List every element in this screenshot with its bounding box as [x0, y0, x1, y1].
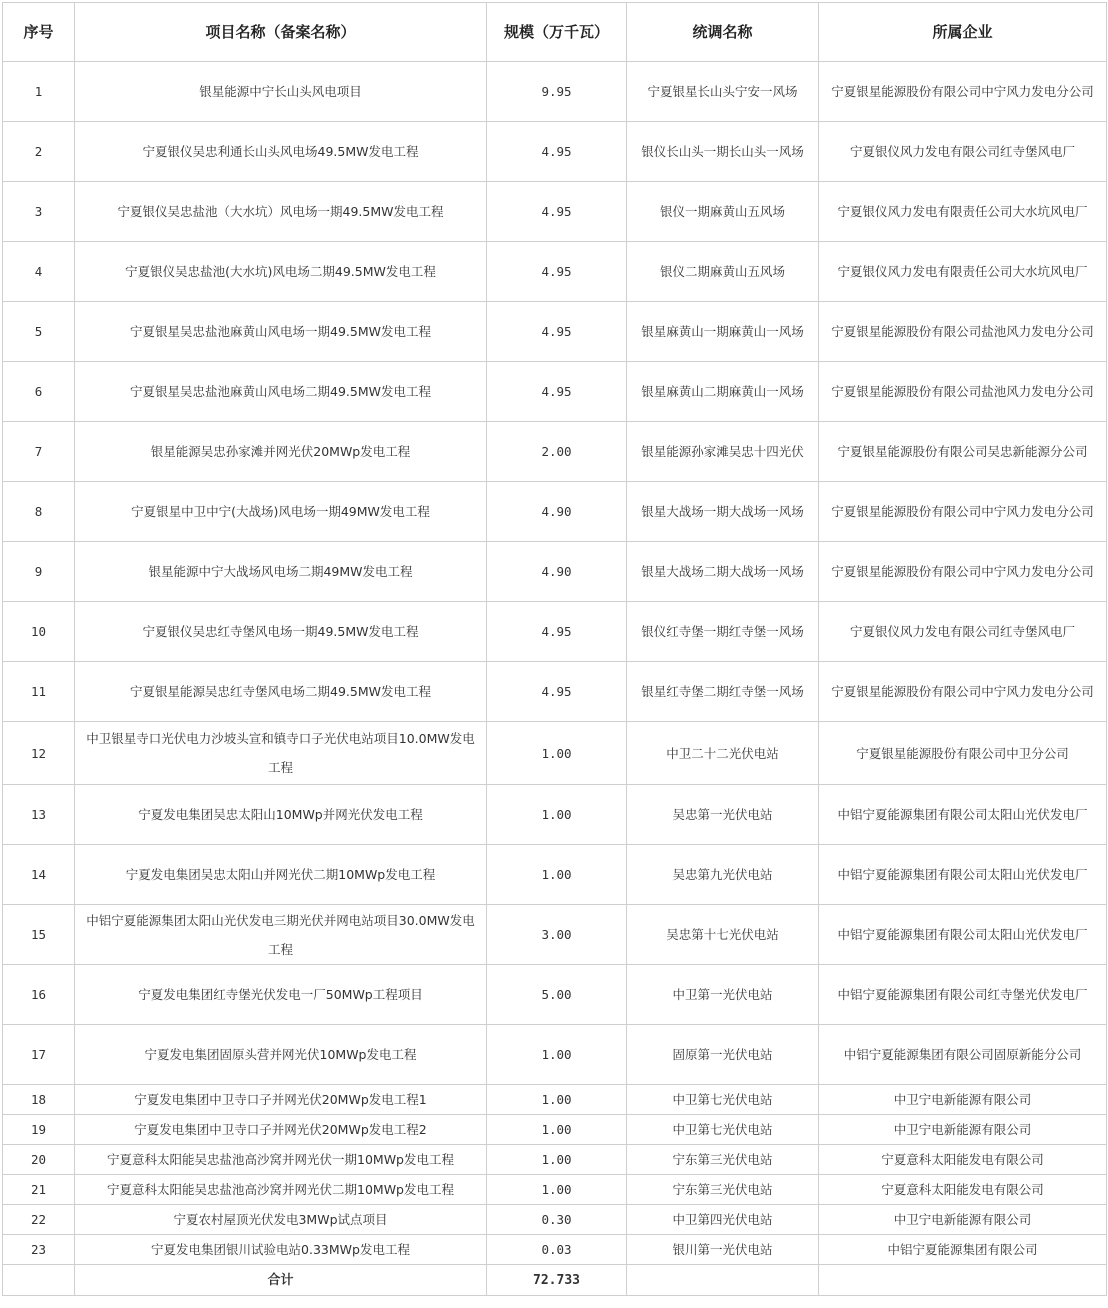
cell-company: 宁夏银仪风力发电有限公司红寺堡风电厂: [819, 122, 1107, 182]
cell-company: 中卫宁电新能源有限公司: [819, 1115, 1107, 1145]
cell-dispatch-name: 银仪红寺堡一期红寺堡一风场: [627, 602, 819, 662]
table-row: [3, 1175, 1107, 1205]
table-row: [3, 602, 1107, 662]
total-label: 合计: [75, 1265, 487, 1296]
cell-dispatch-name: 银仪二期麻黄山五风场: [627, 242, 819, 302]
cell-company: 中铝宁夏能源集团有限公司太阳山光伏发电厂: [819, 785, 1107, 845]
table-row: [3, 905, 1107, 965]
table-row: [3, 542, 1107, 602]
cell-scale: 1.00: [487, 722, 627, 785]
cell-project-name: 宁夏发电集团固原头营并网光伏10MWp发电工程: [75, 1025, 487, 1085]
cell-project-name: 宁夏发电集团红寺堡光伏发电一厂50MWp工程项目: [75, 965, 487, 1025]
cell-scale: 4.90: [487, 542, 627, 602]
cell-scale: 0.03: [487, 1235, 627, 1265]
cell-scale: 0.30: [487, 1205, 627, 1235]
cell-dispatch-name: 银仪长山头一期长山头一风场: [627, 122, 819, 182]
project-table: [2, 2, 1107, 1296]
cell-dispatch-name: 吴忠第一光伏电站: [627, 785, 819, 845]
cell-scale: 4.95: [487, 602, 627, 662]
cell-dispatch-name: 银川第一光伏电站: [627, 1235, 819, 1265]
cell-scale: 4.95: [487, 122, 627, 182]
table-row: [3, 1235, 1107, 1265]
cell-company: 宁夏银星能源股份有限公司中宁风力发电分公司: [819, 482, 1107, 542]
cell-no: 7: [3, 422, 75, 482]
table-row: [3, 242, 1107, 302]
cell-project-name: 宁夏意科太阳能吴忠盐池高沙窝并网光伏一期10MWp发电工程: [75, 1145, 487, 1175]
cell-dispatch-name: 中卫第四光伏电站: [627, 1205, 819, 1235]
table-row: [3, 965, 1107, 1025]
cell-dispatch-name: 宁东第三光伏电站: [627, 1145, 819, 1175]
cell-no: 2: [3, 122, 75, 182]
table-row: [3, 722, 1107, 785]
table-row: [3, 1025, 1107, 1085]
table-row: [3, 62, 1107, 122]
cell-scale: 5.00: [487, 965, 627, 1025]
cell-no: 18: [3, 1085, 75, 1115]
cell-dispatch-name: 中卫第七光伏电站: [627, 1115, 819, 1145]
cell-scale: 3.00: [487, 905, 627, 965]
table-row: [3, 845, 1107, 905]
cell-no: 12: [3, 722, 75, 785]
cell-company: 宁夏银仪风力发电有限公司红寺堡风电厂: [819, 602, 1107, 662]
total-empty: [627, 1265, 819, 1296]
cell-company: 中铝宁夏能源集团有限公司太阳山光伏发电厂: [819, 845, 1107, 905]
cell-company: 中卫宁电新能源有限公司: [819, 1205, 1107, 1235]
cell-project-name: 银星能源中宁长山头风电项目: [75, 62, 487, 122]
cell-project-name: 银星能源吴忠孙家滩并网光伏20MWp发电工程: [75, 422, 487, 482]
cell-dispatch-name: 宁东第三光伏电站: [627, 1175, 819, 1205]
cell-project-name: 宁夏发电集团吴忠太阳山10MWp并网光伏发电工程: [75, 785, 487, 845]
cell-project-name: 宁夏银仪吴忠利通长山头风电场49.5MW发电工程: [75, 122, 487, 182]
table-row: [3, 1205, 1107, 1235]
cell-no: 20: [3, 1145, 75, 1175]
cell-scale: 4.95: [487, 182, 627, 242]
header-company: 所属企业: [819, 3, 1107, 62]
header-scale: 规模（万千瓦）: [487, 3, 627, 62]
table-row: [3, 785, 1107, 845]
cell-project-name: 宁夏农村屋顶光伏发电3MWp试点项目: [75, 1205, 487, 1235]
header-dispatch-name: 统调名称: [627, 3, 819, 62]
cell-dispatch-name: 固原第一光伏电站: [627, 1025, 819, 1085]
total-scale: 72.733: [487, 1265, 627, 1296]
table-row: [3, 362, 1107, 422]
cell-dispatch-name: 中卫第一光伏电站: [627, 965, 819, 1025]
cell-dispatch-name: 银星麻黄山一期麻黄山一风场: [627, 302, 819, 362]
cell-dispatch-name: 吴忠第九光伏电站: [627, 845, 819, 905]
cell-dispatch-name: 银星大战场一期大战场一风场: [627, 482, 819, 542]
table-row: [3, 1115, 1107, 1145]
cell-no: 4: [3, 242, 75, 302]
cell-no: 23: [3, 1235, 75, 1265]
cell-project-name: 宁夏发电集团吴忠太阳山并网光伏二期10MWp发电工程: [75, 845, 487, 905]
header-row: [3, 3, 1107, 62]
header-project-name: 项目名称（备案名称）: [75, 3, 487, 62]
table-row: [3, 482, 1107, 542]
cell-company: 宁夏银星能源股份有限公司吴忠新能源分公司: [819, 422, 1107, 482]
cell-company: 中铝宁夏能源集团有限公司红寺堡光伏发电厂: [819, 965, 1107, 1025]
cell-scale: 4.95: [487, 242, 627, 302]
cell-scale: 1.00: [487, 1175, 627, 1205]
cell-company: 宁夏银星能源股份有限公司中卫分公司: [819, 722, 1107, 785]
cell-company: 宁夏意科太阳能发电有限公司: [819, 1145, 1107, 1175]
cell-dispatch-name: 银星红寺堡二期红寺堡一风场: [627, 662, 819, 722]
cell-no: 17: [3, 1025, 75, 1085]
table-row: [3, 422, 1107, 482]
cell-scale: 1.00: [487, 785, 627, 845]
cell-no: 3: [3, 182, 75, 242]
cell-no: 5: [3, 302, 75, 362]
cell-no: 11: [3, 662, 75, 722]
cell-scale: 4.95: [487, 362, 627, 422]
cell-no: 8: [3, 482, 75, 542]
cell-project-name: 宁夏银星中卫中宁(大战场)风电场一期49MW发电工程: [75, 482, 487, 542]
cell-dispatch-name: 银星能源孙家滩吴忠十四光伏: [627, 422, 819, 482]
cell-scale: 1.00: [487, 1025, 627, 1085]
cell-project-name: 宁夏银星吴忠盐池麻黄山风电场一期49.5MW发电工程: [75, 302, 487, 362]
cell-scale: 1.00: [487, 845, 627, 905]
cell-no: 10: [3, 602, 75, 662]
table-row: [3, 662, 1107, 722]
table-row: [3, 1085, 1107, 1115]
cell-project-name: 宁夏发电集团银川试验电站0.33MWp发电工程: [75, 1235, 487, 1265]
cell-scale: 9.95: [487, 62, 627, 122]
cell-company: 中铝宁夏能源集团有限公司: [819, 1235, 1107, 1265]
cell-dispatch-name: 宁夏银星长山头宁安一风场: [627, 62, 819, 122]
header-no: 序号: [3, 3, 75, 62]
cell-no: 6: [3, 362, 75, 422]
cell-company: 宁夏银仪风力发电有限责任公司大水坑风电厂: [819, 242, 1107, 302]
cell-project-name: 宁夏发电集团中卫寺口子并网光伏20MWp发电工程2: [75, 1115, 487, 1145]
table-row: [3, 1145, 1107, 1175]
cell-company: 中卫宁电新能源有限公司: [819, 1085, 1107, 1115]
cell-no: 21: [3, 1175, 75, 1205]
cell-project-name: 中卫银星寺口光伏电力沙坡头宣和镇寺口子光伏电站项目10.0MW发电工程: [75, 722, 487, 785]
cell-no: 15: [3, 905, 75, 965]
cell-scale: 2.00: [487, 422, 627, 482]
cell-scale: 4.90: [487, 482, 627, 542]
cell-project-name: 宁夏银星能源吴忠红寺堡风电场二期49.5MW发电工程: [75, 662, 487, 722]
cell-dispatch-name: 吴忠第十七光伏电站: [627, 905, 819, 965]
cell-project-name: 宁夏银仪吴忠盐池(大水坑)风电场二期49.5MW发电工程: [75, 242, 487, 302]
total-row: [3, 1265, 1107, 1296]
table-row: [3, 182, 1107, 242]
cell-project-name: 宁夏银仪吴忠盐池（大水坑）风电场一期49.5MW发电工程: [75, 182, 487, 242]
cell-no: 22: [3, 1205, 75, 1235]
cell-scale: 4.95: [487, 662, 627, 722]
cell-dispatch-name: 银仪一期麻黄山五风场: [627, 182, 819, 242]
cell-scale: 4.95: [487, 302, 627, 362]
cell-company: 中铝宁夏能源集团有限公司固原新能分公司: [819, 1025, 1107, 1085]
total-empty: [819, 1265, 1107, 1296]
cell-company: 宁夏银星能源股份有限公司盐池风力发电分公司: [819, 302, 1107, 362]
cell-scale: 1.00: [487, 1085, 627, 1115]
cell-company: 宁夏银星能源股份有限公司盐池风力发电分公司: [819, 362, 1107, 422]
cell-company: 宁夏银星能源股份有限公司中宁风力发电分公司: [819, 542, 1107, 602]
cell-scale: 1.00: [487, 1145, 627, 1175]
cell-no: 13: [3, 785, 75, 845]
table-row: [3, 302, 1107, 362]
cell-no: 14: [3, 845, 75, 905]
cell-dispatch-name: 中卫第七光伏电站: [627, 1085, 819, 1115]
cell-no: 1: [3, 62, 75, 122]
cell-dispatch-name: 银星大战场二期大战场一风场: [627, 542, 819, 602]
cell-no: 9: [3, 542, 75, 602]
cell-company: 宁夏意科太阳能发电有限公司: [819, 1175, 1107, 1205]
cell-project-name: 宁夏银星吴忠盐池麻黄山风电场二期49.5MW发电工程: [75, 362, 487, 422]
cell-company: 宁夏银星能源股份有限公司中宁风力发电分公司: [819, 662, 1107, 722]
cell-no: 19: [3, 1115, 75, 1145]
cell-project-name: 银星能源中宁大战场风电场二期49MW发电工程: [75, 542, 487, 602]
cell-project-name: 中铝宁夏能源集团太阳山光伏发电三期光伏并网电站项目30.0MW发电工程: [75, 905, 487, 965]
cell-project-name: 宁夏银仪吴忠红寺堡风电场一期49.5MW发电工程: [75, 602, 487, 662]
cell-project-name: 宁夏意科太阳能吴忠盐池高沙窝并网光伏二期10MWp发电工程: [75, 1175, 487, 1205]
cell-scale: 1.00: [487, 1115, 627, 1145]
cell-no: 16: [3, 965, 75, 1025]
cell-dispatch-name: 中卫二十二光伏电站: [627, 722, 819, 785]
cell-company: 中铝宁夏能源集团有限公司太阳山光伏发电厂: [819, 905, 1107, 965]
cell-project-name: 宁夏发电集团中卫寺口子并网光伏20MWp发电工程1: [75, 1085, 487, 1115]
table-row: [3, 122, 1107, 182]
cell-dispatch-name: 银星麻黄山二期麻黄山一风场: [627, 362, 819, 422]
total-empty: [3, 1265, 75, 1296]
cell-company: 宁夏银星能源股份有限公司中宁风力发电分公司: [819, 62, 1107, 122]
cell-company: 宁夏银仪风力发电有限责任公司大水坑风电厂: [819, 182, 1107, 242]
